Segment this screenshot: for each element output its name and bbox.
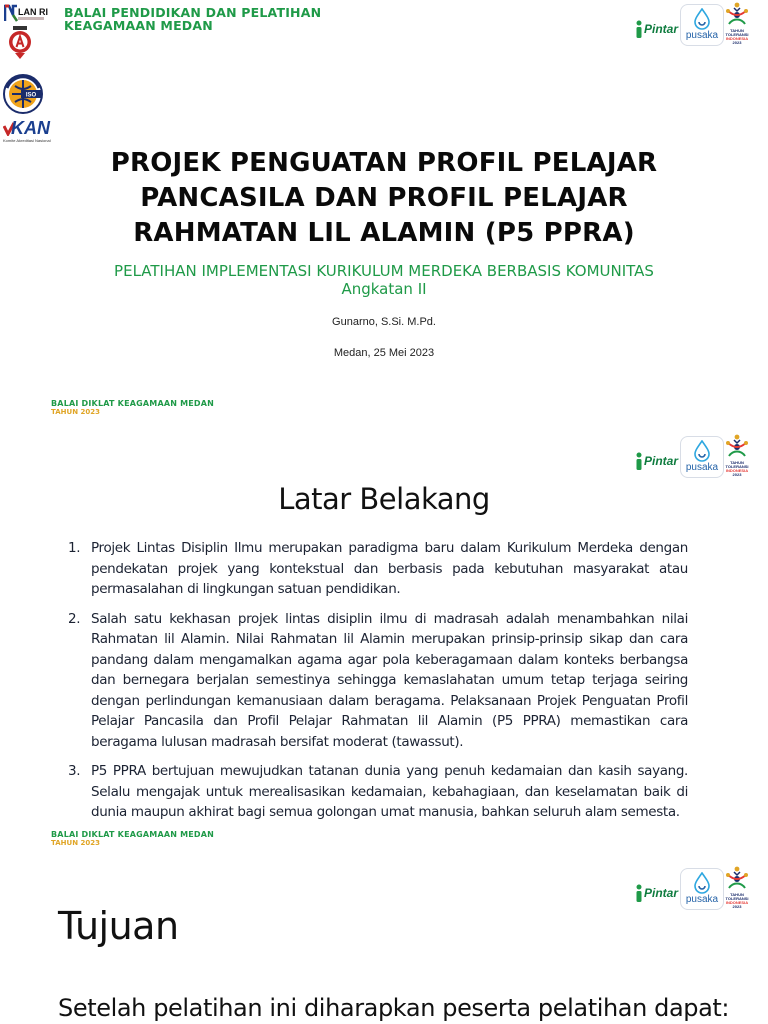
hut-text-line: TOLERANSI [725, 464, 749, 469]
hut-text-line: INDONESIA [725, 900, 749, 905]
footer-organization: BALAI DIKLAT KEAGAMAAN MEDAN [51, 399, 215, 408]
list-item-number: 2. [68, 610, 81, 627]
footer-organization: BALAI DIKLAT KEAGAMAAN MEDAN [51, 830, 215, 839]
pintar-text: Pintar [644, 886, 679, 900]
tahun-toleransi-emblem-icon [724, 2, 750, 30]
slide-heading: Tujuan [58, 904, 179, 948]
partner-logos [634, 2, 754, 46]
hut-text-line: TOLERANSI [725, 32, 749, 37]
title-line: PANCASILA DAN PROFIL PELAJAR [140, 183, 628, 213]
pintar-logo [634, 884, 680, 904]
hut-text-line: 2023 [732, 904, 742, 909]
footer-year: TAHUN 2023 [51, 839, 100, 847]
objectives-slide [0, 862, 768, 1024]
accreditation-a-icon [8, 26, 32, 60]
pintar-text: Pintar [644, 22, 679, 36]
title-slide [0, 0, 768, 430]
pusaka-logo [680, 436, 724, 478]
author-name: Gunarno, S.Si. M.Pd. [332, 316, 436, 328]
org-title-line: KEAGAMAAN MEDAN [64, 18, 213, 33]
list-item-number: 1. [68, 540, 81, 556]
pusaka-drop-icon [693, 872, 711, 894]
list-item-text: Projek Lintas Disiplin Ilmu merupakan paradigma baru dalam Kurikulum Merdeka dengan pendekatan projek yang kontekstual dan berbasis pada kebutuhan masyarakat atau permasalahan di lingkungan satuan pendidikan. [91, 540, 688, 597]
hut-text-line: TAHUN [730, 892, 744, 897]
hut-text-line: 2023 [732, 472, 742, 477]
hut-text-line: INDONESIA [725, 468, 749, 473]
list-item [68, 538, 688, 600]
list-item [68, 609, 688, 753]
partner-logos [634, 866, 754, 910]
presentation-title [0, 146, 768, 251]
tahun-toleransi-caption [724, 461, 750, 477]
list-item-number: 3. [68, 763, 81, 779]
kan-logo [3, 120, 59, 142]
hut-text-line: TAHUN [730, 460, 744, 465]
footer-year: TAHUN 2023 [51, 408, 100, 416]
title-line: RAHMATAN LIL ALAMIN (P5 PPRA) [133, 218, 635, 248]
partner-logos [634, 434, 754, 478]
pusaka-logo [680, 4, 724, 46]
organization-title [64, 6, 384, 32]
pusaka-drop-icon [693, 8, 711, 30]
lanri-text: LAN RI [18, 7, 48, 17]
pusaka-drop-icon [693, 440, 711, 462]
pintar-logo [634, 452, 680, 472]
slide-heading: Latar Belakang [278, 482, 490, 516]
lanri-n-icon [4, 4, 18, 22]
hut-text-line: TAHUN [730, 28, 744, 33]
list-item-text: P5 PPRA bertujuan mewujudkan tatanan dunia yang penuh kedamaian dan kasih sayang. Selalu mengajak untuk merealisasikan kedamaian, kebahagiaan, dan keselamatan baik di dunia maupun akhirat bagi semua golongan umat manusia, bahkan seluruh alam semesta. [91, 763, 688, 820]
pintar-text: Pintar [644, 454, 679, 468]
presentation-date: Medan, 25 Mei 2023 [333, 347, 435, 359]
svg-text:ISO: ISO [25, 92, 37, 99]
pusaka-logo [680, 868, 724, 910]
lanri-subtext-bar [18, 17, 44, 20]
tahun-toleransi-logo [724, 866, 750, 910]
lead-sentence: Setelah pelatihan ini diharapkan peserta pelatihan dapat: [58, 994, 730, 1022]
tahun-toleransi-caption [724, 893, 750, 909]
tahun-toleransi-logo [724, 2, 750, 46]
kan-text: KAN [11, 118, 50, 138]
pintar-person-icon [634, 20, 644, 39]
pintar-logo [634, 20, 680, 40]
org-title-line: BALAI PENDIDIKAN DAN PELATIHAN [64, 5, 322, 20]
subtitle-line: Angkatan II [341, 280, 427, 298]
list-item [68, 761, 688, 823]
pusaka-text: pusaka [685, 462, 719, 473]
subtitle-line: PELATIHAN IMPLEMENTASI KURIKULUM MERDEKA BERBASIS KOMUNITAS [114, 262, 654, 280]
tahun-toleransi-logo [724, 434, 750, 478]
presentation-subtitle [0, 262, 768, 298]
pintar-person-icon [634, 452, 644, 471]
pintar-person-icon [634, 884, 644, 903]
title-line: PROJEK PENGUATAN PROFIL PELAJAR [110, 148, 658, 178]
globe-certification-icon [3, 74, 43, 114]
hut-text-line: INDONESIA [725, 36, 749, 41]
hut-text-line: TOLERANSI [725, 896, 749, 901]
tahun-toleransi-caption [724, 29, 750, 45]
background-slide [0, 430, 768, 862]
tahun-toleransi-emblem-icon [724, 434, 750, 462]
tahun-toleransi-emblem-icon [724, 866, 750, 894]
pusaka-text: pusaka [685, 894, 719, 905]
pusaka-text: pusaka [685, 30, 719, 41]
list-item-text: Salah satu kekhasan projek lintas disiplin ilmu di madrasah adalah menambahkan nilai Rahmatan lil Alamin. Nilai Rahmatan lil Alamin merupakan prinsip-prinsip sikap dan cara pandang dalam mengamalkan agama agar pola keberagamaan dalam konteks berbangsa dan bernegara berjalan semestinya sehingga kemaslahatan umum tetap terjaga seiring dengan perlindungan kemanusiaan dalam beragama. Pelaksanaan Projek Penguatan Profil Pelajar Pancasila dan Profil Pelajar Rahmatan lil Alamin (P5 PPRA) memastikan cara beragama lulusan madrasah bersifat moderat (tawassut). [91, 610, 688, 750]
hut-text-line: 2023 [732, 40, 742, 45]
kan-caption: Komite Akreditasi Nasional [3, 138, 51, 143]
lanri-logo [4, 4, 48, 22]
background-list [68, 538, 688, 832]
